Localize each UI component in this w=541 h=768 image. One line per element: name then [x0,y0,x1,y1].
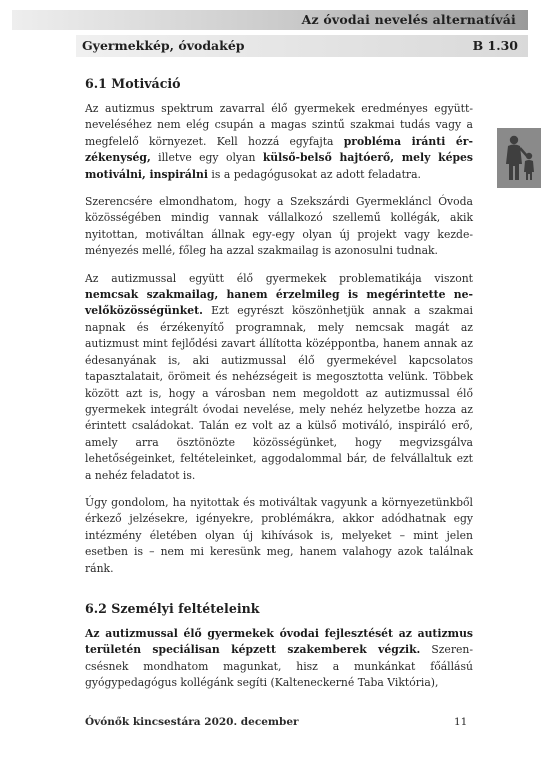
section-title: Gyermekkép, óvodakép [82,38,245,53]
text-run: is a pedagógusokat az adott feladatra. [207,167,421,181]
text-run: Szerencsére elmondhatom, hogy a Szekszárdi Gyermekláncl Óvoda közösségében mindig vannak vállalkozó szellemű kollégák, akik nyitottan, motiváltan állnak egy-egy olyan új projekt vagy kezdeményezés mellé, főleg ha azzal szakmailag is azonosulni tudnak. [85,195,473,258]
text-run: Az autizmussal együtt élő gyermekek problematikája viszont [85,271,473,285]
bold-run: külső-belső hajtóerő, mely képes motiválni, inspirálni [85,151,473,181]
top-banner [12,10,528,30]
paragraph [85,626,473,692]
bold-run: Az autizmussal élő gyermekek óvodai fejlesztését az autizmus területén speciálisan képzett szakemberek végzik. [85,626,473,657]
bold-run: nemcsak szakmailag, hanem érzelmileg is megérintette nevelőközösségünket. [85,288,473,318]
paragraph [85,194,473,260]
section-heading-szemelyi: 6.2 Személyi feltételeink [85,600,260,616]
side-thumb-tab [497,128,541,188]
text-run: illetve egy olyan [150,151,263,165]
book-title: Az óvodai nevelés alternatívái [301,12,516,27]
section-body-motivacio [85,101,473,577]
section-heading-motivacio: 6.1 Motiváció [85,76,181,91]
section-body-szemelyi [85,626,473,692]
page-number: 11 [454,716,468,728]
paragraph [85,271,473,484]
text-run: Szerencsésnek mondhatom magunkat, hisz a munkánkat főállású gyógypedagógus kollégánk segíti (Kalteneckerné Taba Viktória), [85,643,473,690]
section-banner [76,35,528,57]
text-run: Úgy gondolom, ha nyitottak és motiváltak vagyunk a környezetünkből érkező jelzésekre, igényekre, problémákra, akkor adódhatnak egy intézmény életében olyan új kihívások is, melyeket – mint jelen esetben is – nem mi keresünk meg, hanem valahogy azok találnak ránk. [85,495,473,575]
text-run: Az autizmus spektrum zavarral élő gyermekek eredményes együttneveléséhez nem elég csupán a magas szintű szakmai tudás vagy a megfelelő környezet. Kell hozzá egyfajta [85,102,473,148]
bold-run: probléma iránti érzékenység, [85,134,473,165]
text-run: Ezt egyrészt köszönhetjük annak a szakmai napnak és érzékenyítő programnak, mely nemcsak magát az autizmust mint fejlődési zavart állította középpontba, hanem annak az édesanyának is, aki autizmussal élő gyermekével kapcsolatos tapasztalatait, örömeit és nehézségeit is megosztotta velünk. Többek között azt is, hogy a városban nem megoldott az autizmussal élő gyermekek integrált óvodai nevelése, mely nehéz helyzetbe hozza az érintett családokat. Talán ez volt az a külső motiváló, inspiráló erő, amely arra ösztönözte közösségünket, hogy megvizsgálva lehetőségeinket, feltételeinket, aggodalommal bár, de felvállaltuk ezt a nehéz feladatot is. [85,304,473,482]
section-code: B 1.30 [472,38,518,53]
adult-child-icon [503,134,537,182]
paragraph [85,495,473,577]
paragraph [85,101,473,183]
article-body [85,76,473,703]
footer-publication: Óvónők kincsestára 2020. december [85,716,299,728]
